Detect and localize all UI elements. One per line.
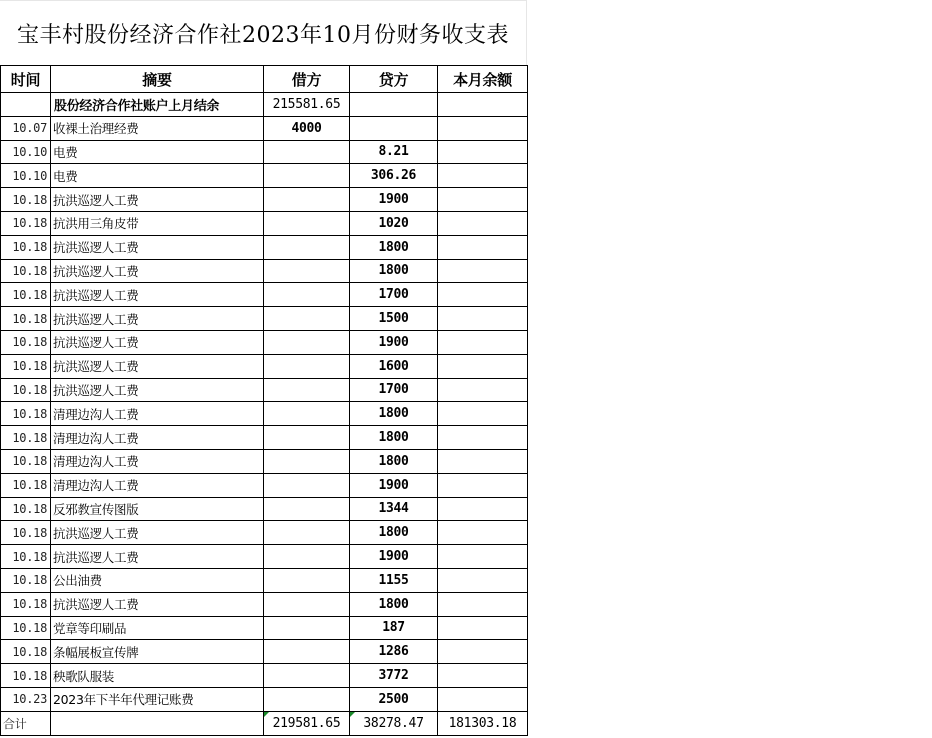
header-debit[interactable]: 借方 <box>264 66 350 93</box>
cell-desc[interactable]: 抗洪巡逻人工费 <box>51 330 264 354</box>
cell-debit[interactable] <box>264 307 350 331</box>
total-desc[interactable] <box>51 711 264 735</box>
cell-date[interactable]: 10.18 <box>1 330 51 354</box>
opening-balance-row <box>1 93 528 117</box>
cell-desc[interactable]: 抗洪巡逻人工费 <box>51 592 264 616</box>
cell-credit[interactable]: 8.21 <box>350 140 438 164</box>
cell-balance[interactable] <box>438 426 528 450</box>
cell-date[interactable]: 10.18 <box>1 545 51 569</box>
table-row <box>1 426 528 450</box>
table-row <box>1 164 528 188</box>
cell-debit[interactable] <box>264 283 350 307</box>
cell-credit[interactable]: 1155 <box>350 568 438 592</box>
cell-balance[interactable] <box>438 449 528 473</box>
table-row <box>1 259 528 283</box>
cell-date[interactable]: 10.18 <box>1 259 51 283</box>
cell-debit[interactable] <box>264 449 350 473</box>
table-row <box>1 307 528 331</box>
cell-desc[interactable]: 公出油费 <box>51 568 264 592</box>
cell-desc[interactable]: 清理边沟人工费 <box>51 473 264 497</box>
cell-balance[interactable] <box>438 664 528 688</box>
cell-debit[interactable] <box>264 568 350 592</box>
total-credit[interactable]: 38278.47 <box>350 711 438 735</box>
cell-balance[interactable] <box>438 616 528 640</box>
cell-debit[interactable] <box>264 164 350 188</box>
cell-desc[interactable]: 电费 <box>51 164 264 188</box>
total-row <box>1 711 528 735</box>
cell-credit[interactable]: 1600 <box>350 354 438 378</box>
cell-date[interactable]: 10.18 <box>1 497 51 521</box>
cell-date[interactable]: 10.10 <box>1 164 51 188</box>
cell-date[interactable]: 10.18 <box>1 211 51 235</box>
cell-date[interactable]: 10.18 <box>1 616 51 640</box>
table-row <box>1 664 528 688</box>
cell-desc[interactable]: 条幅展板宣传牌 <box>51 640 264 664</box>
cell-debit[interactable] <box>264 330 350 354</box>
cell-debit[interactable] <box>264 592 350 616</box>
cell-date[interactable]: 10.18 <box>1 568 51 592</box>
table-row <box>1 402 528 426</box>
sheet-title: 宝丰村股份经济合作社2023年10月份财务收支表 <box>0 0 527 66</box>
cell-desc[interactable]: 2023年下半年代理记账费 <box>51 687 264 711</box>
table-row <box>1 497 528 521</box>
cell-credit[interactable]: 1800 <box>350 592 438 616</box>
cell-desc[interactable]: 抗洪巡逻人工费 <box>51 521 264 545</box>
cell-date[interactable]: 10.18 <box>1 307 51 331</box>
cell-date[interactable]: 10.18 <box>1 449 51 473</box>
cell-desc[interactable]: 抗洪巡逻人工费 <box>51 378 264 402</box>
cell-date[interactable]: 10.18 <box>1 664 51 688</box>
cell-desc[interactable]: 清理边沟人工费 <box>51 449 264 473</box>
table-row <box>1 449 528 473</box>
cell-balance[interactable] <box>438 116 528 140</box>
cell-debit[interactable] <box>264 354 350 378</box>
total-label[interactable]: 合计 <box>1 711 51 735</box>
cell-debit[interactable] <box>264 664 350 688</box>
table-row <box>1 473 528 497</box>
table-row <box>1 354 528 378</box>
cell-credit[interactable]: 1800 <box>350 426 438 450</box>
cell-balance[interactable] <box>438 140 528 164</box>
table-row <box>1 235 528 259</box>
header-date[interactable]: 时间 <box>1 66 51 93</box>
cell-desc[interactable]: 反邪教宣传图版 <box>51 497 264 521</box>
total-debit[interactable]: 219581.65 <box>264 711 350 735</box>
cell-desc[interactable]: 抗洪巡逻人工费 <box>51 188 264 212</box>
cell-desc[interactable]: 清理边沟人工费 <box>51 402 264 426</box>
cell-desc[interactable]: 股份经济合作社账户上月结余 <box>51 93 264 117</box>
cell-balance[interactable] <box>438 521 528 545</box>
table-row <box>1 330 528 354</box>
cell-balance[interactable] <box>438 378 528 402</box>
cell-debit[interactable] <box>264 402 350 426</box>
cell-desc[interactable]: 电费 <box>51 140 264 164</box>
cell-balance[interactable] <box>438 188 528 212</box>
cell-debit[interactable] <box>264 235 350 259</box>
total-balance[interactable]: 181303.18 <box>438 711 528 735</box>
cell-credit[interactable]: 1286 <box>350 640 438 664</box>
cell-balance[interactable] <box>438 211 528 235</box>
cell-balance[interactable] <box>438 164 528 188</box>
cell-balance[interactable] <box>438 283 528 307</box>
cell-debit[interactable] <box>264 378 350 402</box>
cell-desc[interactable]: 抗洪巡逻人工费 <box>51 235 264 259</box>
cell-debit[interactable] <box>264 497 350 521</box>
cell-credit[interactable] <box>350 93 438 117</box>
cell-balance[interactable] <box>438 235 528 259</box>
cell-balance[interactable] <box>438 568 528 592</box>
table-row <box>1 378 528 402</box>
cell-credit[interactable]: 1900 <box>350 473 438 497</box>
cell-balance[interactable] <box>438 640 528 664</box>
cell-date[interactable]: 10.18 <box>1 521 51 545</box>
cell-debit[interactable] <box>264 188 350 212</box>
cell-date[interactable]: 10.18 <box>1 188 51 212</box>
table-row <box>1 687 528 711</box>
cell-balance[interactable] <box>438 473 528 497</box>
cell-credit[interactable]: 1800 <box>350 235 438 259</box>
cell-desc[interactable]: 抗洪巡逻人工费 <box>51 545 264 569</box>
cell-date[interactable]: 10.18 <box>1 235 51 259</box>
cell-desc[interactable]: 清理边沟人工费 <box>51 426 264 450</box>
cell-desc[interactable]: 收裸土治理经费 <box>51 116 264 140</box>
cell-credit[interactable]: 1900 <box>350 330 438 354</box>
cell-credit[interactable]: 187 <box>350 616 438 640</box>
table-row <box>1 521 528 545</box>
cell-desc[interactable]: 抗洪巡逻人工费 <box>51 354 264 378</box>
cell-balance[interactable] <box>438 330 528 354</box>
cell-debit[interactable] <box>264 521 350 545</box>
header-desc[interactable]: 摘要 <box>51 66 264 93</box>
cell-balance[interactable] <box>438 687 528 711</box>
table-row <box>1 188 528 212</box>
cell-credit[interactable]: 1020 <box>350 211 438 235</box>
cell-credit[interactable]: 1700 <box>350 378 438 402</box>
cell-date[interactable]: 10.07 <box>1 116 51 140</box>
cell-debit[interactable] <box>264 640 350 664</box>
cell-date[interactable]: 10.18 <box>1 592 51 616</box>
cell-credit[interactable]: 1700 <box>350 283 438 307</box>
cell-credit[interactable]: 1900 <box>350 545 438 569</box>
table-row <box>1 283 528 307</box>
cell-debit[interactable] <box>264 616 350 640</box>
cell-balance[interactable] <box>438 93 528 117</box>
cell-balance[interactable] <box>438 402 528 426</box>
cell-credit[interactable]: 1500 <box>350 307 438 331</box>
cell-debit[interactable] <box>264 259 350 283</box>
cell-balance[interactable] <box>438 307 528 331</box>
cell-date[interactable]: 10.18 <box>1 283 51 307</box>
cell-date[interactable] <box>1 93 51 117</box>
header-row <box>1 66 528 93</box>
cell-credit[interactable]: 1800 <box>350 259 438 283</box>
cell-balance[interactable] <box>438 354 528 378</box>
cell-credit[interactable]: 1344 <box>350 497 438 521</box>
header-balance[interactable]: 本月余额 <box>438 66 528 93</box>
cell-credit[interactable]: 1800 <box>350 521 438 545</box>
cell-date[interactable]: 10.18 <box>1 426 51 450</box>
cell-balance[interactable] <box>438 545 528 569</box>
cell-desc[interactable]: 党章等印刷品 <box>51 616 264 640</box>
table-row <box>1 545 528 569</box>
cell-date[interactable]: 10.18 <box>1 640 51 664</box>
cell-credit[interactable]: 1900 <box>350 188 438 212</box>
cell-balance[interactable] <box>438 497 528 521</box>
table-row <box>1 568 528 592</box>
cell-date[interactable]: 10.18 <box>1 378 51 402</box>
header-credit[interactable]: 贷方 <box>350 66 438 93</box>
cell-date[interactable]: 10.18 <box>1 354 51 378</box>
cell-desc[interactable]: 抗洪巡逻人工费 <box>51 259 264 283</box>
cell-debit[interactable]: 215581.65 <box>264 93 350 117</box>
cell-date[interactable]: 10.23 <box>1 687 51 711</box>
cell-debit[interactable] <box>264 426 350 450</box>
ledger-table <box>0 65 528 736</box>
cell-desc[interactable]: 抗洪巡逻人工费 <box>51 307 264 331</box>
cell-debit[interactable] <box>264 687 350 711</box>
cell-credit[interactable]: 306.26 <box>350 164 438 188</box>
cell-credit[interactable]: 3772 <box>350 664 438 688</box>
table-row <box>1 140 528 164</box>
cell-date[interactable]: 10.10 <box>1 140 51 164</box>
cell-debit[interactable] <box>264 211 350 235</box>
cell-credit[interactable] <box>350 116 438 140</box>
cell-desc[interactable]: 抗洪巡逻人工费 <box>51 283 264 307</box>
table-row <box>1 640 528 664</box>
cell-date[interactable]: 10.18 <box>1 402 51 426</box>
cell-debit[interactable] <box>264 545 350 569</box>
table-row <box>1 211 528 235</box>
cell-debit[interactable]: 4000 <box>264 116 350 140</box>
table-row <box>1 592 528 616</box>
table-row <box>1 616 528 640</box>
cell-balance[interactable] <box>438 259 528 283</box>
cell-desc[interactable]: 抗洪用三角皮带 <box>51 211 264 235</box>
cell-desc[interactable]: 秧歌队服装 <box>51 664 264 688</box>
cell-balance[interactable] <box>438 592 528 616</box>
cell-debit[interactable] <box>264 473 350 497</box>
table-row <box>1 116 528 140</box>
cell-credit[interactable]: 1800 <box>350 449 438 473</box>
cell-credit[interactable]: 2500 <box>350 687 438 711</box>
cell-credit[interactable]: 1800 <box>350 402 438 426</box>
cell-debit[interactable] <box>264 140 350 164</box>
cell-date[interactable]: 10.18 <box>1 473 51 497</box>
